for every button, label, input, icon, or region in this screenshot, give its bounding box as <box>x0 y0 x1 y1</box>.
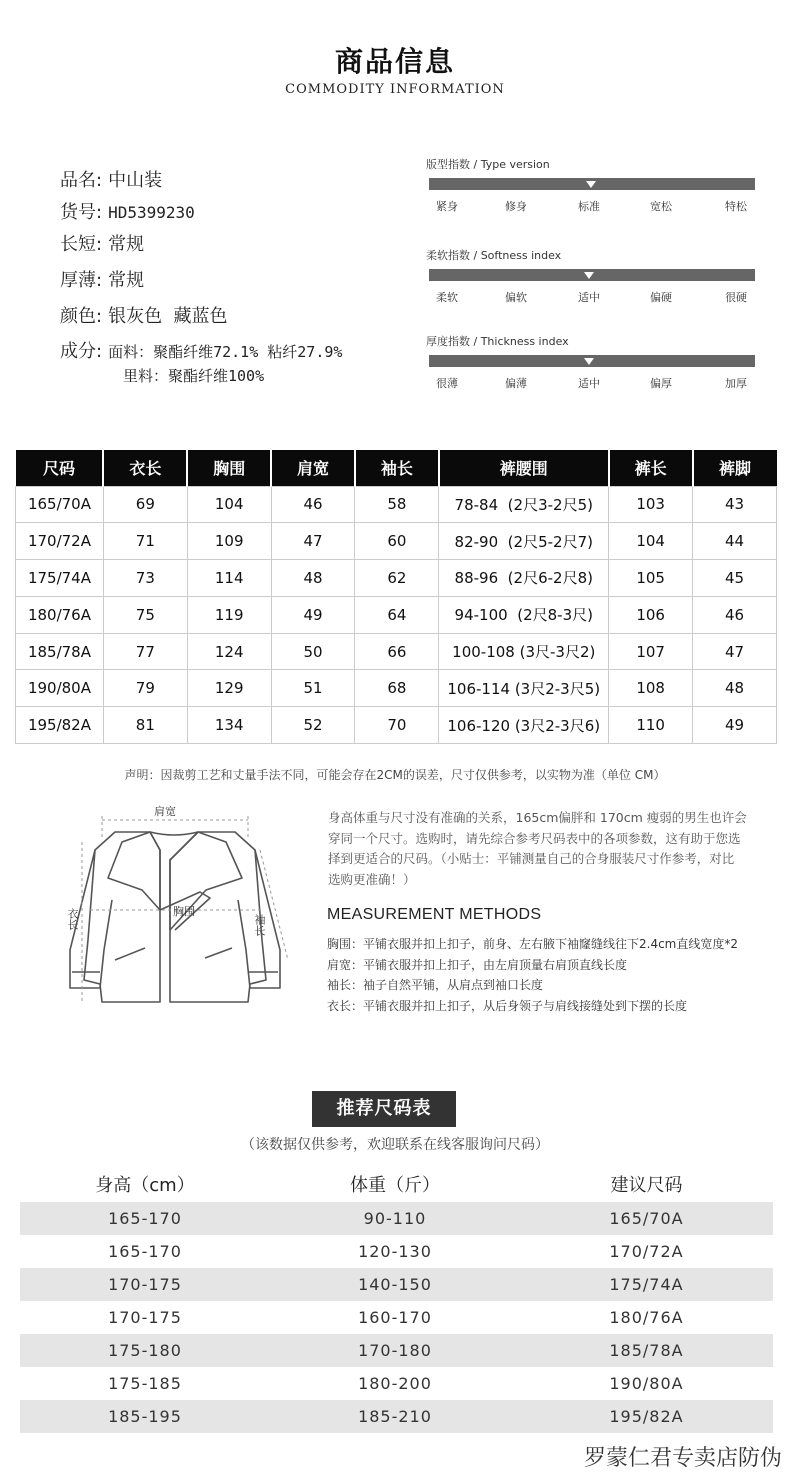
info-row-color <box>60 304 228 330</box>
recommend-title: 推荐尺码表 <box>312 1091 456 1127</box>
column-header: 胸围 <box>187 450 271 486</box>
column-header: 尺码 <box>16 450 104 486</box>
table-cell: 46 <box>271 486 355 523</box>
table-cell: 165/70A <box>16 486 104 523</box>
index-option: 宽松 <box>650 200 672 213</box>
info-label: 长短: <box>60 234 103 255</box>
index-marker-icon <box>584 358 594 365</box>
table-cell: 129 <box>187 670 271 707</box>
advice-line: 穿同一个尺寸。选购时，请先综合参考尺码表中的各项参数，这有助于您选 <box>328 830 741 846</box>
table-cell: 175/74A <box>520 1268 773 1301</box>
column-header: 裤脚 <box>693 450 777 486</box>
info-value: HD5399230 <box>108 203 195 222</box>
table-cell: 52 <box>271 707 355 744</box>
info-value: 里料：聚酯纤维100% <box>123 367 265 385</box>
table-cell: 60 <box>355 523 439 560</box>
watermark: 罗蒙仁君专卖店防伪 <box>583 1446 782 1471</box>
label-length: 衣长 <box>66 908 79 930</box>
table-cell: 160-170 <box>358 1308 432 1327</box>
info-row-sku <box>60 200 195 226</box>
table-cell: 180/76A <box>609 1308 684 1327</box>
table-cell: 100-108 (3尺-3尺2) <box>439 633 609 670</box>
column-header: 建议尺码 <box>610 1175 683 1196</box>
index-option: 偏软 <box>505 291 527 304</box>
info-row-length <box>60 232 144 258</box>
index-option: 柔软 <box>436 291 458 304</box>
table-cell: 45 <box>693 560 777 597</box>
table-row <box>16 596 777 633</box>
info-row-lining <box>123 363 264 389</box>
table-cell: 106 <box>609 596 693 633</box>
table-cell: 50 <box>271 633 355 670</box>
table-cell: 103 <box>609 486 693 523</box>
column-header: 肩宽 <box>271 450 355 486</box>
index-option: 适中 <box>578 291 600 304</box>
advice-line: 选购更准确！） <box>328 871 416 887</box>
column-header: 袖长 <box>355 450 439 486</box>
table-cell: 165-170 <box>20 1202 270 1235</box>
index-option: 特松 <box>725 200 747 213</box>
table-cell: 49 <box>693 707 777 744</box>
table-row <box>20 1268 773 1301</box>
page-title: 商品信息 <box>334 45 455 78</box>
table-cell: 94-100 (2尺8-3尺) <box>439 596 609 633</box>
table-cell: 73 <box>103 560 187 597</box>
table-cell: 48 <box>271 560 355 597</box>
info-value: 面料：聚酯纤维72.1% 粘纤27.9% <box>108 343 343 361</box>
size-table <box>15 450 777 744</box>
table-cell: 180/76A <box>16 596 104 633</box>
index-option: 很硬 <box>725 291 747 304</box>
table-cell: 195/82A <box>520 1400 773 1433</box>
measurement-title: MEASUREMENT METHODS <box>327 906 542 923</box>
table-cell: 62 <box>355 560 439 597</box>
table-cell: 47 <box>271 523 355 560</box>
table-cell: 51 <box>271 670 355 707</box>
table-cell: 110 <box>609 707 693 744</box>
index-option: 偏厚 <box>650 377 672 390</box>
info-label: 成分: <box>60 341 103 362</box>
info-value: 常规 <box>108 270 145 291</box>
table-cell: 78-84 (2尺3-2尺5) <box>439 486 609 523</box>
recommend-table <box>20 1166 773 1433</box>
table-row <box>20 1235 773 1268</box>
column-header: 裤腰围 <box>439 450 609 486</box>
table-cell: 44 <box>693 523 777 560</box>
table-cell: 180-200 <box>358 1374 432 1393</box>
info-label: 品名: <box>60 170 103 191</box>
table-cell: 66 <box>355 633 439 670</box>
table-cell: 114 <box>187 560 271 597</box>
table-cell: 120-130 <box>358 1242 432 1261</box>
disclaimer-note: 声明：因裁剪工艺和丈量手法不同，可能会存在2CM的误差，尺寸仅供参考，以实物为准（单位 CM） <box>124 768 666 782</box>
table-cell: 170-175 <box>20 1268 270 1301</box>
recommend-subtitle: （该数据仅供参考，欢迎联系在线客服询问尺码） <box>241 1137 549 1153</box>
table-cell: 105 <box>609 560 693 597</box>
info-label: 货号: <box>60 202 103 223</box>
info-row-material <box>60 339 342 365</box>
table-row <box>16 486 777 523</box>
table-cell: 104 <box>609 523 693 560</box>
table-cell: 49 <box>271 596 355 633</box>
measurement-line: 肩宽：平铺衣服并扣上扣子，由左肩顶量右肩顶直线长度 <box>327 957 628 972</box>
table-cell: 185/78A <box>16 633 104 670</box>
table-cell: 68 <box>355 670 439 707</box>
table-cell: 82-90 (2尺5-2尺7) <box>439 523 609 560</box>
index-option: 加厚 <box>725 377 747 390</box>
table-cell: 190/80A <box>16 670 104 707</box>
table-cell: 107 <box>609 633 693 670</box>
table-row <box>20 1202 773 1235</box>
measurement-line: 胸围：平铺衣服并扣上扣子，前身、左右腋下袖窿缝线往下2.4cm直线宽度*2 <box>327 937 739 951</box>
index-option: 紧身 <box>436 200 458 213</box>
table-cell: 185-195 <box>20 1400 270 1433</box>
index-option: 很薄 <box>436 377 458 390</box>
table-cell: 79 <box>103 670 187 707</box>
index-marker-icon <box>584 272 594 279</box>
table-cell: 43 <box>693 486 777 523</box>
size-table-header <box>16 450 777 486</box>
table-cell: 170/72A <box>609 1242 684 1261</box>
table-cell: 69 <box>103 486 187 523</box>
table-cell: 165/70A <box>520 1202 773 1235</box>
table-cell: 190/80A <box>609 1374 684 1393</box>
index-option: 偏薄 <box>505 377 527 390</box>
column-header: 体重（斤） <box>350 1175 440 1196</box>
index-label: 柔软指数 / Softness index <box>426 249 562 262</box>
table-row <box>16 670 777 707</box>
table-cell: 104 <box>187 486 271 523</box>
measurement-methods <box>327 934 767 1016</box>
table-cell: 175-185 <box>108 1374 182 1393</box>
table-row <box>20 1301 773 1334</box>
table-cell: 70 <box>355 707 439 744</box>
table-cell: 90-110 <box>270 1202 520 1235</box>
table-cell: 81 <box>103 707 187 744</box>
table-cell: 170-180 <box>270 1334 520 1367</box>
table-cell: 64 <box>355 596 439 633</box>
table-cell: 77 <box>103 633 187 670</box>
table-cell: 140-150 <box>270 1268 520 1301</box>
table-cell: 108 <box>609 670 693 707</box>
advice-line: 择到更适合的尺码。（小贴士：平铺测量自己的合身服装尺寸作参考，对比 <box>328 851 735 866</box>
advice-line: 身高体重与尺寸没有准确的关系，165cm偏胖和 170cm 瘦弱的男生也许会 <box>328 810 747 825</box>
table-cell: 119 <box>187 596 271 633</box>
label-shoulder: 肩宽 <box>154 805 176 818</box>
table-cell: 165-170 <box>108 1242 182 1261</box>
index-option: 标准 <box>578 200 600 213</box>
label-chest: 胸围 <box>173 905 195 918</box>
index-option: 适中 <box>578 377 600 390</box>
measurement-line: 衣长：平铺衣服并扣上扣子，从后身领子与肩线接缝处到下摆的长度 <box>327 998 688 1013</box>
table-cell: 134 <box>187 707 271 744</box>
table-cell: 58 <box>355 486 439 523</box>
table-cell: 185/78A <box>520 1334 773 1367</box>
table-cell: 185-210 <box>270 1400 520 1433</box>
recommend-header <box>20 1166 773 1202</box>
table-cell: 170/72A <box>16 523 104 560</box>
table-row <box>20 1400 773 1433</box>
table-cell: 170-175 <box>108 1308 182 1327</box>
size-advice <box>328 808 748 890</box>
index-label: 版型指数 / Type version <box>426 158 550 171</box>
info-row-thickness <box>60 268 144 294</box>
table-row <box>16 523 777 560</box>
table-cell: 46 <box>693 596 777 633</box>
info-value: 中山装 <box>108 170 163 191</box>
info-value: 常规 <box>108 234 145 255</box>
table-row <box>16 707 777 744</box>
measurement-line: 袖长：袖子自然平铺，从肩点到袖口长度 <box>327 978 544 992</box>
table-cell: 175/74A <box>16 560 104 597</box>
table-cell: 124 <box>187 633 271 670</box>
info-label: 厚薄: <box>60 270 103 291</box>
table-cell: 195/82A <box>16 707 104 744</box>
info-row-name <box>60 168 162 194</box>
index-label: 厚度指数 / Thickness index <box>426 335 569 348</box>
table-cell: 106-114 (3尺2-3尺5) <box>439 670 609 707</box>
info-value: 银灰色 藏蓝色 <box>108 306 228 327</box>
table-cell: 75 <box>103 596 187 633</box>
table-cell: 47 <box>693 633 777 670</box>
index-marker-icon <box>586 181 596 188</box>
column-header: 身高（cm） <box>95 1175 195 1196</box>
table-row <box>20 1367 773 1400</box>
table-row <box>16 633 777 670</box>
table-cell: 88-96 (2尺6-2尺8) <box>439 560 609 597</box>
table-row <box>16 560 777 597</box>
table-cell: 71 <box>103 523 187 560</box>
table-cell: 109 <box>187 523 271 560</box>
index-option: 修身 <box>505 200 527 213</box>
label-sleeve: 袖长 <box>253 914 266 936</box>
index-option: 偏硬 <box>650 291 672 304</box>
page-subtitle: COMMODITY INFORMATION <box>285 82 505 97</box>
table-cell: 106-120 (3尺2-3尺6) <box>439 707 609 744</box>
column-header: 衣长 <box>103 450 187 486</box>
info-label: 颜色: <box>60 306 103 327</box>
table-row <box>20 1334 773 1367</box>
table-cell: 175-180 <box>20 1334 270 1367</box>
column-header: 裤长 <box>609 450 693 486</box>
table-cell: 48 <box>693 670 777 707</box>
